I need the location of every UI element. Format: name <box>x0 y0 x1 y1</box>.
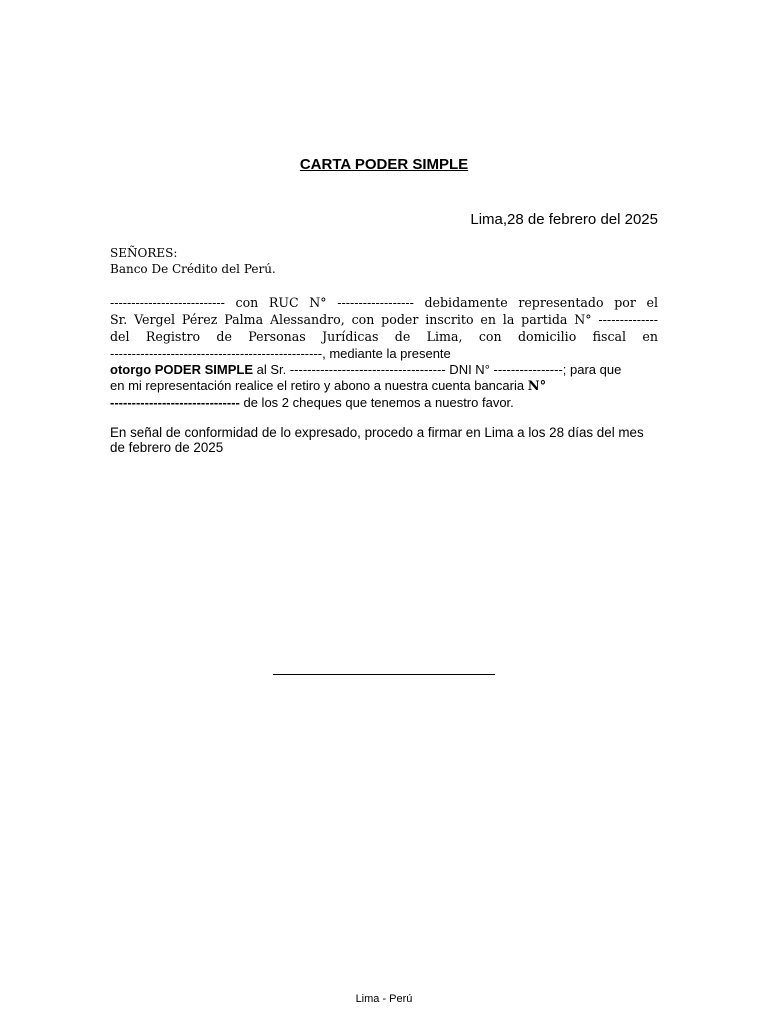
closing-paragraph: En señal de conformidad de lo expresado, procedo a firmar en Lima a los 28 días del mes de febrero de 2025 <box>110 425 644 455</box>
body-line-7-rest: de los 2 cheques que tenemos a nuestro favor. <box>239 395 514 410</box>
page-footer: Lima - Perú <box>355 993 413 1005</box>
account-number-blank: ------------------------------ <box>110 395 240 410</box>
signature-line <box>273 674 495 675</box>
poder-simple-text: otorgo PODER SIMPLE <box>110 362 253 377</box>
body-line-2: Sr. Vergel Pérez Palma Alessandro, con poder inscrito en la partida N° -------------- <box>110 312 658 327</box>
body-line-5 <box>110 362 621 377</box>
body-line-7 <box>110 395 514 410</box>
body-line-3: del Registro de Personas Jurídicas de Lima, con domicilio fiscal en <box>110 329 658 344</box>
recipient-salutation: SEÑORES: <box>110 246 178 260</box>
recipient-bank: Banco De Crédito del Perú. <box>110 262 276 276</box>
body-line-5-rest: al Sr. ------------------------------------ DNI N° ----------------; para que <box>253 362 622 377</box>
body-line-6-text: en mi representación realice el retiro y abono a nuestra cuenta bancaria <box>110 378 528 393</box>
body-line-4: -------------------------------------------------, mediante la presente <box>110 346 451 361</box>
document-title: CARTA PODER SIMPLE <box>299 156 469 173</box>
body-line-1: --------------------------- con RUC N° ------------------ debidamente representado por el <box>110 295 658 310</box>
account-number-label: N° <box>527 379 547 394</box>
recipient-block <box>110 245 276 277</box>
date-line: Lima,28 de febrero del 2025 <box>470 211 658 228</box>
body-paragraph-serif <box>110 294 658 345</box>
body-line-6 <box>110 378 546 394</box>
